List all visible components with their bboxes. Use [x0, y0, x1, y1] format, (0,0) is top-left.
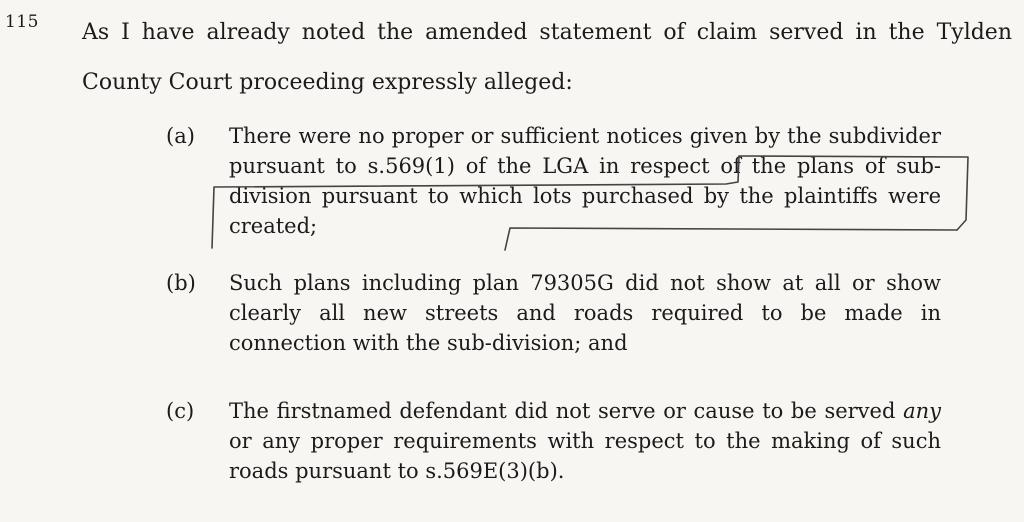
item-label-a: (a): [166, 124, 195, 148]
item-text-a: There were no proper or sufficient notices given by the subdivider pursuant to s.569(1) of the LGA in respect of the plans of sub-division pursuant to which lots purchased by the plaintiffs were created;: [229, 124, 941, 238]
item-text-c-end: or any proper requirements with respect to the making of such roads pursuant to s.569E(3)(b).: [229, 429, 941, 483]
item-label-c: (c): [166, 399, 195, 423]
item-text-c-start: The firstnamed defendant did not serve or cause to be served: [229, 399, 904, 423]
item-text-c: [229, 396, 941, 486]
item-text-b: Such plans including plan 79305G did not show at all or show clearly all new streets and roads required to be made in connection with the sub-division; and: [229, 271, 941, 355]
paragraph-number: 115: [5, 12, 39, 32]
paragraph-text: As I have already noted the amended statement of claim served in the Tylden County Court proceeding expressly alleged:: [82, 20, 1012, 95]
item-text-c-emphasis: any: [903, 399, 941, 423]
item-label-b: (b): [166, 271, 196, 295]
